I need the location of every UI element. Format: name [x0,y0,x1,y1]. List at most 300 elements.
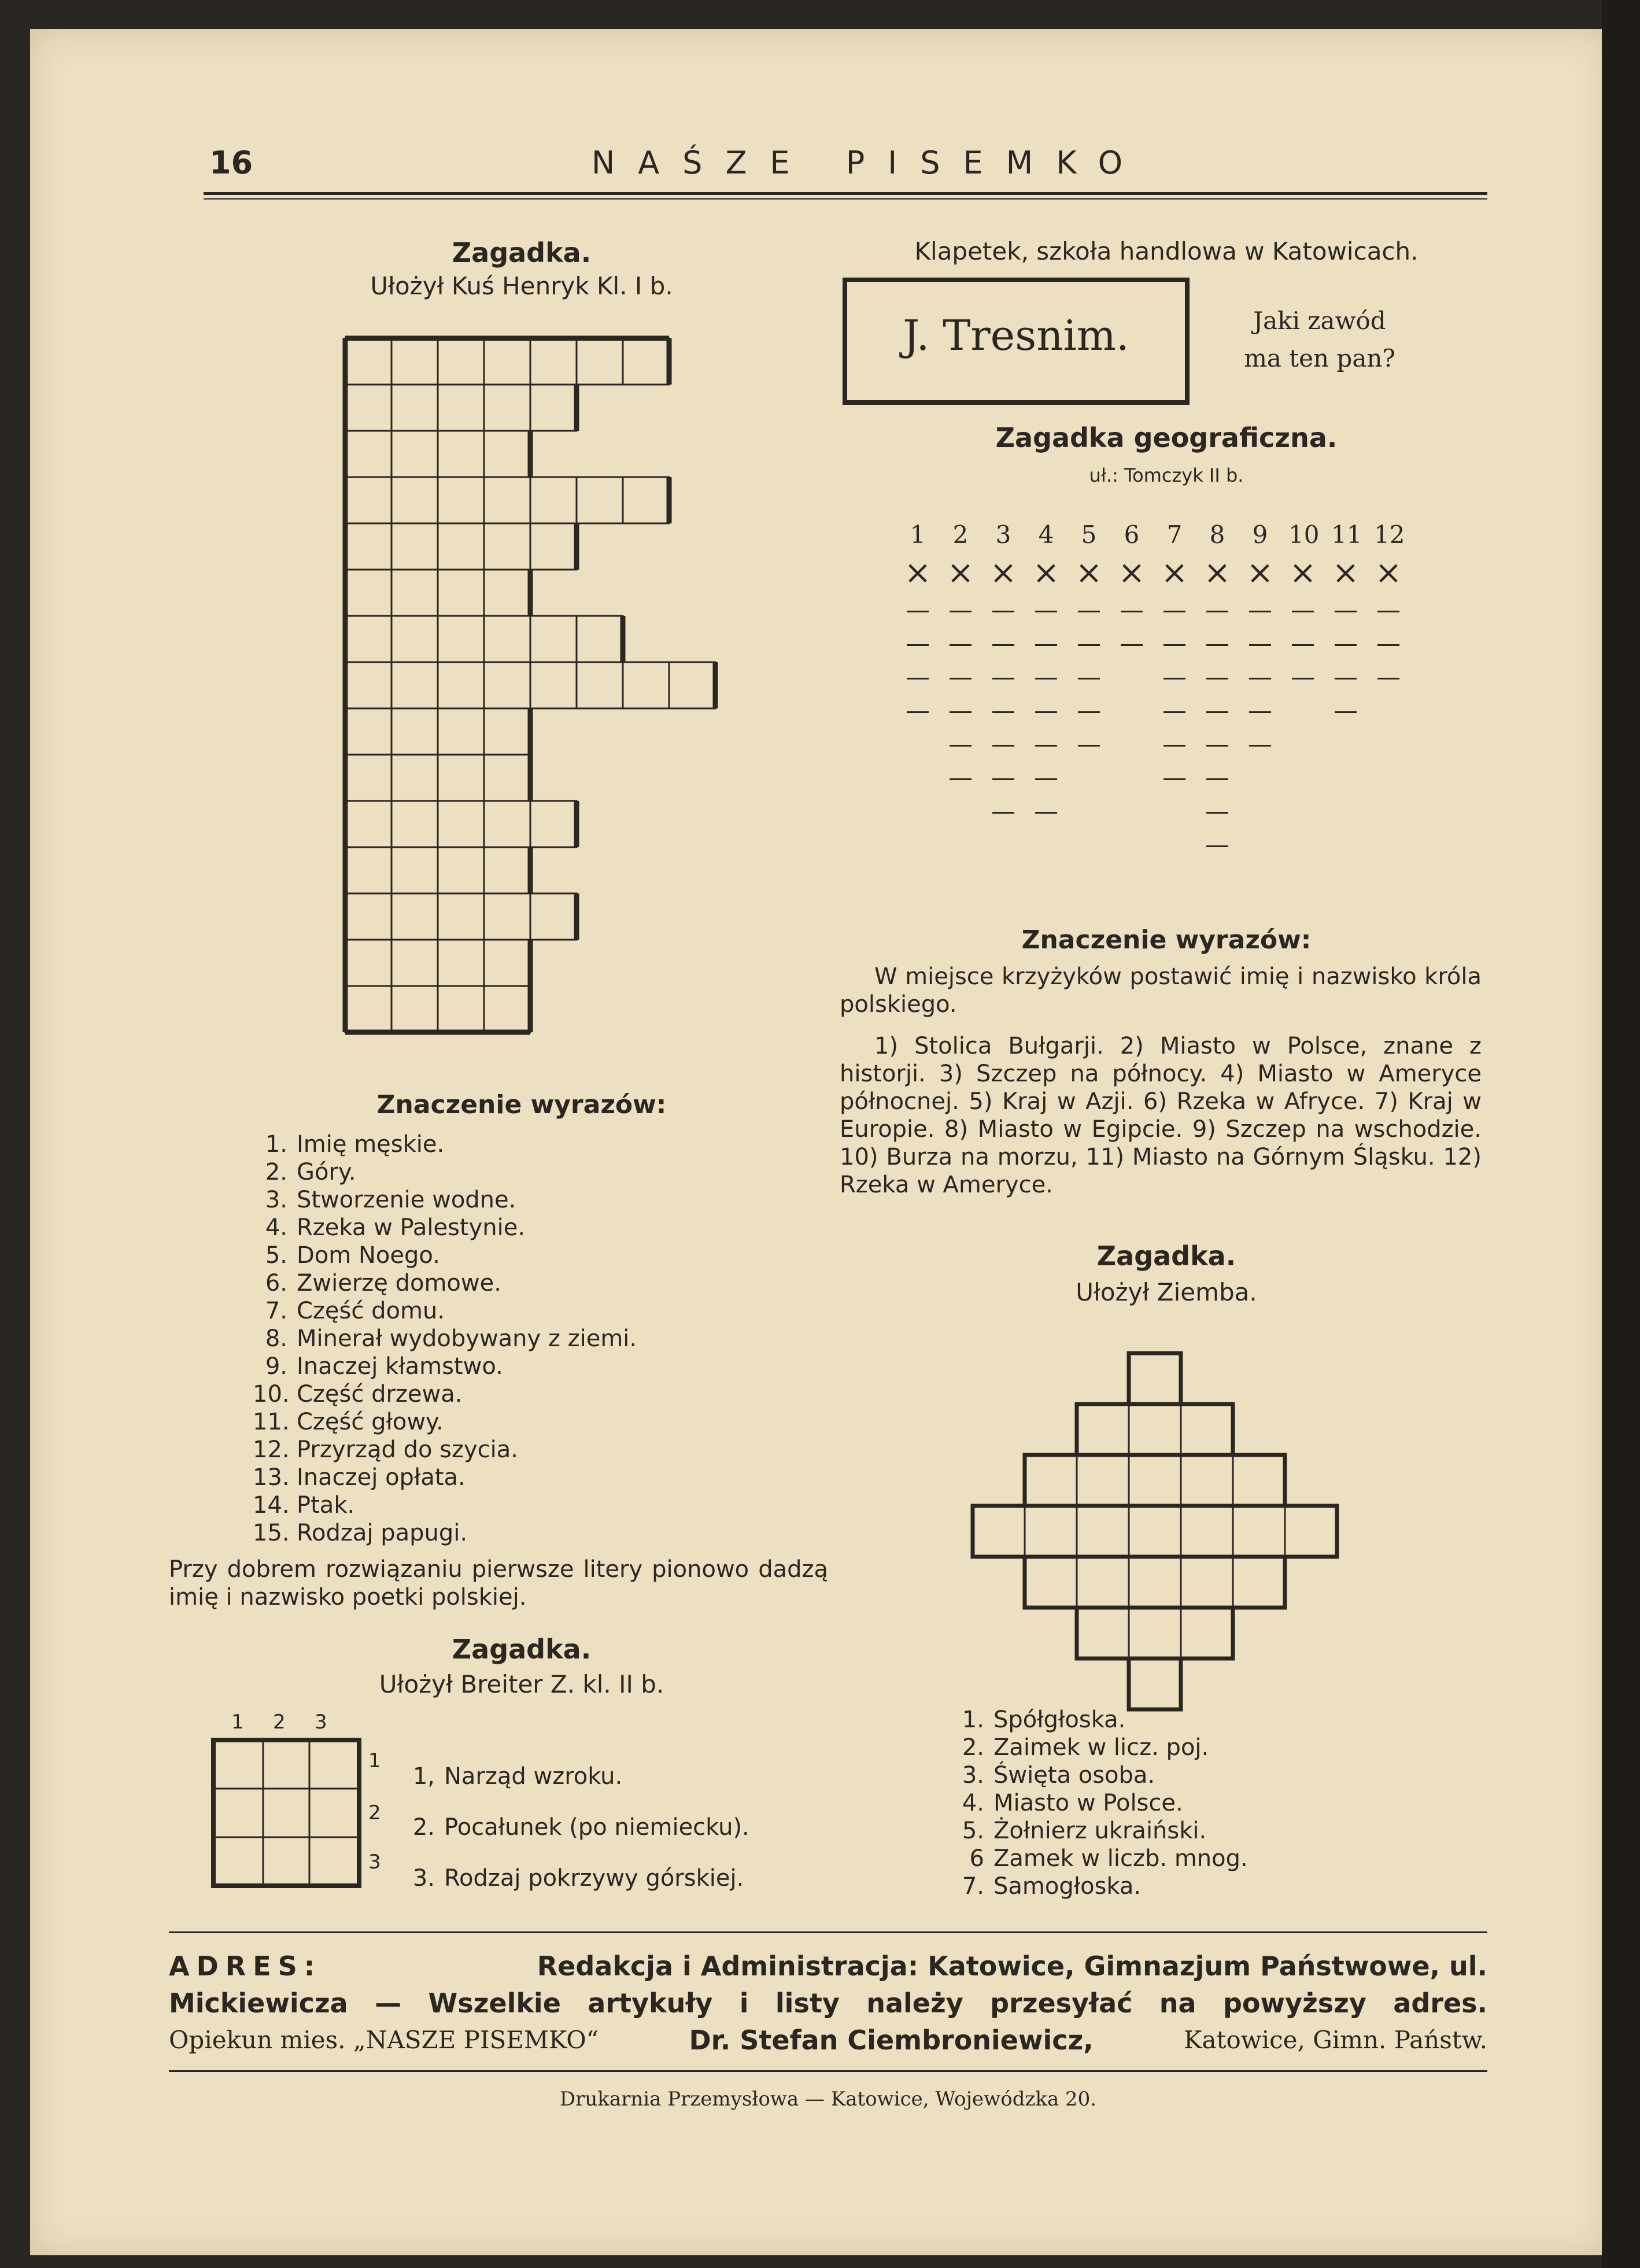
crossword-cell [1129,1404,1181,1455]
geo-letter-blank [1335,644,1357,646]
geo-letter-blank [1335,611,1357,612]
geo-letter-blank [992,778,1014,780]
clue-item [253,1269,831,1297]
crossword-cell [1077,1506,1129,1557]
clue-item [950,1817,1470,1845]
geo-puzzle-title: Zagadka geograficzna. [995,422,1338,453]
geo-cross-mark: × [904,554,932,592]
header-rule-thin [204,198,1487,200]
card-caption: Klapetek, szkoła handlowa w Katowicach. [914,237,1419,265]
crossword-cell [345,801,391,847]
geo-column-number: 1 [910,520,926,549]
clue-item [950,1789,1470,1817]
geo-letter-blank [992,812,1014,814]
row-outline [1077,1404,1233,1455]
geo-letter-blank [1206,778,1228,780]
left-puzzle-author: Ułożył Kuś Henryk Kl. I b. [370,272,673,300]
geo-cross-mark: × [1375,554,1402,592]
clue-number: 2. [412,1814,435,1841]
crossword-cell [345,893,391,940]
left-meanings-title: Znaczenie wyrazów: [376,1090,667,1120]
crossword-cell [345,662,391,708]
left-puzzle-title: Zagadka. [452,237,592,268]
geo-letter-blank [1035,644,1057,646]
crossword-cell [530,801,577,847]
clue-item [400,1802,840,1853]
geo-letter-blank [1249,644,1271,646]
clue-number: 3. [412,1865,435,1892]
crossword-cell [438,662,484,708]
clue-text: Pocałunek (po niemiecku). [444,1814,749,1841]
staircase-grid [311,315,750,1078]
crossword-cell [1129,1658,1181,1709]
row-outline [1025,1455,1285,1506]
geo-letter-blank [1163,711,1185,713]
clue-number: 4. [962,1790,984,1816]
clue-text: Rzeka w Palestynie. [297,1214,526,1241]
crossword-cell [1129,1506,1181,1557]
crossword-cell [391,570,438,616]
crossword-cell [345,616,391,662]
clue-text: Minerał wydobywany z ziemi. [297,1325,637,1352]
geo-column-number: 10 [1288,520,1320,549]
clue-number: 8. [265,1325,287,1352]
footer-line2-text: Mickiewicza — Wszelkie artykuły i listy należy przesyłać na powyższy adres. [169,1988,1487,2019]
geo-letter-blank [1206,611,1228,612]
clue-number: 13. [253,1464,290,1491]
geo-letter-blank [1035,778,1057,780]
clue-item [253,1491,831,1519]
geo-letter-blank [1292,644,1314,646]
row-outline [1025,1557,1285,1608]
page-edge [1602,0,1640,2268]
footer-line3-prefix: Opiekun mies. „NASZE PISEMKO“ [169,2026,599,2054]
geo-letter-blank [1035,812,1057,814]
crossword-cell [1233,1455,1285,1506]
clue-item [950,1845,1470,1872]
crossword-cell [484,338,530,385]
clue-number: 4. [265,1214,287,1241]
row-outline [1129,1658,1181,1709]
small-puzzle-author: Ułożył Breiter Z. kl. II b. [379,1670,664,1698]
clue-item [253,1325,831,1353]
crossword-cell [484,662,530,708]
geo-cross-mark: × [1246,554,1274,592]
footer-rule-bottom [169,2070,1487,2072]
geo-letter-blank [1035,611,1057,612]
geo-column-number: 11 [1331,520,1362,549]
crossword-cell [484,801,530,847]
geo-cross-mark: × [1161,554,1188,592]
small-clue-list [400,1751,840,1904]
crossword-cell [1025,1506,1077,1557]
geo-letter-blank [907,644,929,646]
clue-text: Inaczej kłamstwo. [297,1353,503,1380]
geo-column-number: 3 [995,520,1011,549]
crossword-cell [577,338,623,385]
geo-letter-blank [1206,812,1228,814]
clue-number: 11. [253,1409,290,1435]
card-name: J. Tresnim. [903,311,1129,360]
small-puzzle-title: Zagadka. [452,1634,592,1665]
diamond-grid [955,1318,1360,1723]
geo-column-number: 5 [1081,520,1097,549]
crossword-cell [973,1506,1025,1557]
clue-number: 2. [265,1159,287,1185]
geo-column-number: 2 [952,520,969,549]
crossword-cell [345,708,391,755]
crossword-cell [623,662,669,708]
clue-number: 14. [253,1492,290,1519]
col-number: 3 [315,1711,327,1734]
geo-letter-blank [1335,678,1357,679]
clue-item [253,1297,831,1325]
geo-column-number: 4 [1038,520,1054,549]
col-number: 2 [273,1711,286,1734]
crossword-cell [1181,1506,1233,1557]
card-question-line1: Jaki zawód [1253,306,1386,335]
crossword-cell [577,616,623,662]
geo-letter-blank [1249,711,1271,713]
clue-number: 5. [265,1242,287,1269]
clue-text: Dom Noego. [297,1242,440,1269]
geo-letter-blank [992,678,1014,679]
clue-text: Góry. [297,1159,356,1185]
geo-letter-blank [1121,611,1143,612]
geo-letter-blank [1163,644,1185,646]
geo-letter-blank [907,611,929,612]
crossword-cell [1025,1557,1077,1608]
clue-number: 9. [265,1353,287,1380]
geo-letter-blank [1292,611,1314,612]
staircase-crossword [311,315,750,1078]
geo-letter-blank [1292,678,1314,679]
geo-cross-mark: × [1118,554,1146,592]
crossword-cell [345,986,391,1032]
clue-text: Inaczej opłata. [297,1464,466,1491]
clue-item [950,1734,1470,1761]
geo-letter-blank [1163,678,1185,679]
crossword-cell [1077,1557,1129,1608]
diamond-puzzle-title: Zagadka. [1096,1240,1236,1272]
row-number: 3 [368,1850,381,1874]
page-header-title: NAŚZE PISEMKO [591,145,1146,181]
clue-text: Ptak. [297,1492,355,1519]
clue-number: 6 [969,1845,984,1872]
geo-letter-blank [1249,611,1271,612]
geo-puzzle-grid [903,492,1424,931]
clue-item [950,1706,1470,1734]
geo-letter-blank [907,711,929,713]
geo-letter-blank [1377,678,1399,679]
clue-number: 7. [962,1873,984,1900]
geo-cross-mark: × [1203,554,1231,592]
crossword-cell [391,708,438,755]
geo-letter-blank [950,678,972,679]
geo-letter-blank [992,745,1014,747]
geo-letter-blank [1206,678,1228,679]
clue-number: 3. [962,1762,984,1789]
geo-column-numbers [903,520,1405,555]
clue-number: 7. [265,1298,287,1324]
crossword-cell [484,570,530,616]
geo-letter-blank [1078,711,1100,713]
clue-item [950,1872,1470,1900]
crossword-cell [438,755,484,801]
geo-cross-mark: × [947,554,974,592]
crossword-cell [484,431,530,477]
clue-number: 1. [265,1131,287,1158]
crossword-cell [438,893,484,940]
crossword-cell [345,523,391,570]
clue-text: Imię męskie. [297,1131,445,1158]
geo-letter-blank [1206,711,1228,713]
geo-letter-blank [950,644,972,646]
clue-text: Zamek w liczb. mnog. [993,1845,1248,1872]
footer-address [169,1948,1487,2075]
crossword-cell [484,523,530,570]
left-puzzle-note: Przy dobrem rozwiązaniu pierwsze litery pionowo dadzą imię i nazwisko poetki polskiej. [169,1556,828,1610]
crossword-cell [391,755,438,801]
footer-rule-top [169,1931,1487,1933]
diamond-crossword [955,1318,1360,1723]
clue-text: Narząd wzroku. [444,1763,623,1790]
crossword-cell [530,338,577,385]
crossword-cell [484,893,530,940]
crossword-cell [438,986,484,1032]
clue-item [253,1408,831,1436]
clue-item [253,1353,831,1380]
crossword-cell [484,940,530,986]
clue-item [400,1853,840,1904]
footer-line-3 [169,2022,1487,2059]
geo-column-number: 7 [1166,520,1183,549]
geo-letter-blank [1035,711,1057,713]
geo-letter-blank [1377,611,1399,612]
clue-text: Zaimek w licz. poj. [993,1734,1209,1761]
clue-number: 2. [962,1734,984,1761]
crossword-cell [530,662,577,708]
crossword-cell [1233,1557,1285,1608]
crossword-cell [623,338,669,385]
crossword-cell [345,385,391,431]
crossword-cell [438,940,484,986]
crossword-cell [391,986,438,1032]
crossword-cell [391,893,438,940]
crossword-cell [391,385,438,431]
geo-letter-blank [1206,745,1228,747]
geo-cross-mark: × [1075,554,1103,592]
crossword-cell [391,431,438,477]
crossword-cell [577,662,623,708]
geo-letter-blank [992,611,1014,612]
geo-puzzle-author: uł.: Tomczyk II b. [1089,464,1244,486]
crossword-cell [391,477,438,523]
adres-label: ADRES: [169,1951,322,1982]
crossword-cell [345,847,391,893]
geo-clues-text: 1) Stolica Bułgarji. 2) Miasto w Polsce, znane z historji. 3) Szczep na północy. 4) Miasto w Ameryce północnej. 5) Kraj w Azji. 6) Rzeka w Afryce. 7) Kraj w Europie. 8) Miasto w Egipcie. 9) Szczep na wschodzie. 10) Burza na morzu, 11) Miasto na Górnym Śląsku. 12) Rzeka w Ameryce. [840,1033,1482,1198]
clue-text: Samogłoska. [993,1873,1142,1900]
crossword-cell [438,616,484,662]
geo-cross-mark: × [1032,554,1060,592]
geo-letter-blank [950,745,972,747]
clue-text: Stworzenie wodne. [297,1187,516,1213]
crossword-cell [1181,1608,1233,1658]
header-rule [204,192,1487,195]
geo-letter-blank [1206,644,1228,646]
diamond-puzzle-author: Ułożył Ziemba. [1076,1278,1257,1306]
clue-number: 15. [253,1520,290,1546]
clue-text: Spółgłoska. [993,1706,1126,1733]
clue-number: 1. [962,1706,984,1733]
geo-letter-blank [1163,745,1185,747]
clue-number: 12. [253,1436,290,1463]
crossword-cell [530,893,577,940]
crossword-cell [345,570,391,616]
crossword-cell [438,801,484,847]
clue-number: 1, [412,1763,435,1790]
geo-letter-blank [1078,678,1100,679]
clue-item [253,1131,831,1158]
card-question-line2: ma ten pan? [1244,344,1395,372]
crossword-cell [438,570,484,616]
crossword-cell [1129,1608,1181,1658]
geo-letter-blank [950,611,972,612]
crossword-cell [1181,1404,1233,1455]
clue-number: 3. [265,1187,287,1213]
crossword-cell [438,338,484,385]
clue-item [253,1436,831,1464]
crossword-cell [438,847,484,893]
clue-item [400,1751,840,1802]
col-number: 1 [231,1711,244,1734]
footer-line3-suffix: Katowice, Gimn. Państw. [1184,2026,1487,2054]
crossword-cell [484,477,530,523]
crossword-cell [1077,1455,1129,1506]
crossword-cell [1077,1404,1129,1455]
geo-letter-blank [1377,644,1399,646]
geo-cross-row [903,554,1402,592]
crossword-cell [623,477,669,523]
clue-item [253,1380,831,1408]
crossword-cell [1285,1506,1337,1557]
crossword-cell [391,940,438,986]
row-outline [1077,1608,1233,1658]
geo-letter-blank [1035,678,1057,679]
row-number: 2 [368,1801,381,1824]
geo-letter-blank [1078,644,1100,646]
geo-letter-blank [1078,745,1100,747]
small-3x3-grid [211,1738,379,1905]
row-outline [1129,1353,1181,1404]
clue-number: 5. [962,1818,984,1844]
geo-letter-blank [1249,678,1271,679]
crossword-cell [438,385,484,431]
crossword-cell [391,847,438,893]
newspaper-page [30,29,1609,2255]
crossword-cell [484,847,530,893]
crossword-cell [484,708,530,755]
crossword-cell [391,523,438,570]
clue-item [253,1214,831,1242]
geo-letter-blank [1035,745,1057,747]
crossword-cell [484,755,530,801]
geo-letter-blank [1206,845,1228,847]
geo-letter-blank [1121,644,1143,646]
footer-line1-text: Redakcja i Administracja: Katowice, Gimnazjum Państwowe, ul. [537,1951,1487,1982]
footer-editor-name: Dr. Stefan Ciembroniewicz, [689,2025,1094,2056]
crossword-cell [391,338,438,385]
geo-letter-blank [1163,778,1185,780]
geo-letter-blank [907,678,929,679]
row-outline [973,1506,1337,1557]
geo-column-number: 12 [1374,520,1405,549]
clue-text: Miasto w Polsce. [993,1790,1183,1816]
geo-letter-blank [1163,611,1185,612]
geo-cross-mark: × [989,554,1017,592]
crossword-cell [1181,1455,1233,1506]
crossword-cell [530,616,577,662]
geo-letter-blank [1335,711,1357,713]
crossword-cell [1025,1455,1077,1506]
clue-item [950,1761,1470,1789]
geo-letter-blank [950,778,972,780]
geo-meanings-title: Znaczenie wyrazów: [1021,925,1312,955]
crossword-cell [438,431,484,477]
geo-column-number: 8 [1209,520,1225,549]
crossword-cell [438,523,484,570]
geo-letter-blank [992,644,1014,646]
crossword-cell [530,477,577,523]
row-number: 1 [368,1749,381,1772]
crossword-cell [391,616,438,662]
crossword-cell [530,523,577,570]
geo-column-number: 9 [1252,520,1268,549]
crossword-cell [484,385,530,431]
geo-letter-blank [992,711,1014,713]
crossword-cell [1129,1455,1181,1506]
left-clue-list [253,1131,831,1547]
crossword-cell [484,616,530,662]
clue-item [253,1158,831,1186]
geo-letter-blank [1078,611,1100,612]
clue-text: Święta osoba. [993,1762,1155,1789]
crossword-cell [345,755,391,801]
footer-line-1 [169,1948,1487,1985]
crossword-cell [345,431,391,477]
crossword-cell [669,662,715,708]
clue-text: Część domu. [297,1298,445,1324]
clue-text: Rodzaj pokrzywy górskiej. [444,1865,744,1892]
crossword-cell [1129,1557,1181,1608]
geo-cross-mark: × [1289,554,1317,592]
clue-text: Rodzaj papugi. [297,1520,468,1546]
crossword-cell [391,662,438,708]
crossword-cell [438,708,484,755]
clue-text: Część głowy. [297,1409,444,1435]
crossword-cell [530,385,577,431]
crossword-cell [1077,1608,1129,1658]
crossword-cell [577,477,623,523]
page-number: 16 [209,145,253,181]
geo-letter-blank [1249,745,1271,747]
crossword-cell [391,801,438,847]
clue-text: Zwierzę domowe. [297,1270,501,1296]
clue-item [253,1464,831,1491]
printer-line: Drukarnia Przemysłowa — Katowice, Wojewódzka 20. [559,2088,1097,2111]
crossword-cell [345,338,391,385]
geo-cross-mark: × [1332,554,1360,592]
